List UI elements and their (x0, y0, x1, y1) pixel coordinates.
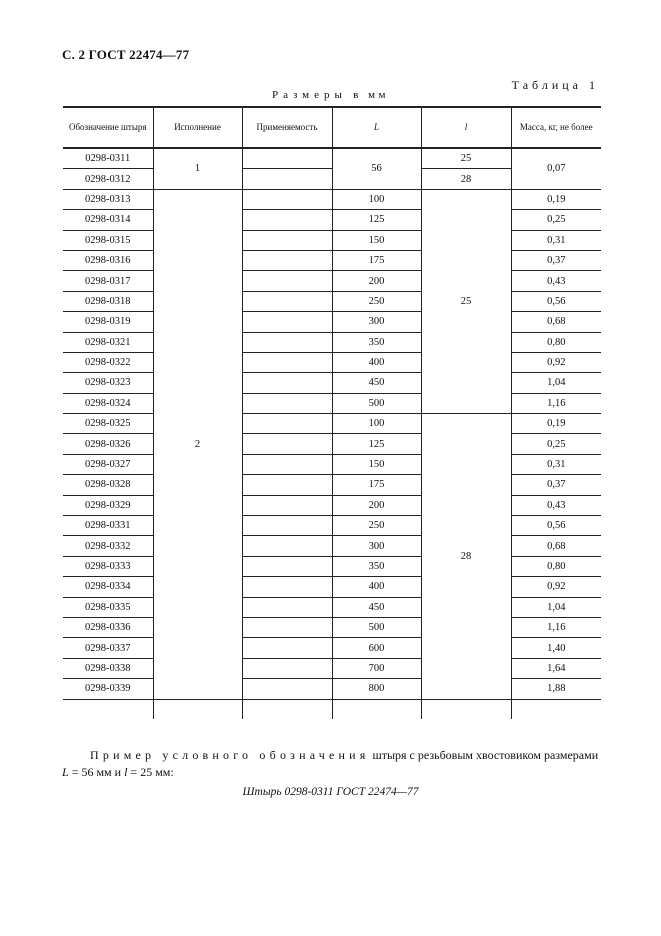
cell-L: 350 (332, 332, 421, 352)
cell-mass: 0,92 (511, 352, 601, 372)
cell-designation: 0298-0339 (63, 679, 153, 699)
cell-designation: 0298-0338 (63, 658, 153, 678)
table-row (63, 148, 601, 169)
cell-L: 200 (332, 495, 421, 515)
cell-applicability (242, 210, 332, 230)
cell-applicability (242, 679, 332, 699)
cell-mass: 0,92 (511, 577, 601, 597)
cell-L: 450 (332, 597, 421, 617)
cell-mass: 0,19 (511, 189, 601, 209)
cell-designation: 0298-0312 (63, 169, 153, 189)
cell-empty (242, 699, 332, 719)
cell-applicability (242, 638, 332, 658)
cell-L: 125 (332, 434, 421, 454)
cell-applicability (242, 617, 332, 637)
cell-mass: 0,43 (511, 271, 601, 291)
cell-l: 28 (421, 169, 511, 189)
cell-applicability (242, 658, 332, 678)
cell-designation: 0298-0318 (63, 291, 153, 311)
cell-L: 800 (332, 679, 421, 699)
cell-designation: 0298-0311 (63, 148, 153, 169)
cell-designation: 0298-0335 (63, 597, 153, 617)
cell-mass: 0,31 (511, 454, 601, 474)
units-suffix: в мм (353, 89, 390, 101)
cell-designation: 0298-0325 (63, 414, 153, 434)
cell-mass: 1,88 (511, 679, 601, 699)
cell-designation: 0298-0332 (63, 536, 153, 556)
cell-designation: 0298-0327 (63, 454, 153, 474)
cell-L: 450 (332, 373, 421, 393)
cell-L: 300 (332, 536, 421, 556)
cell-L: 150 (332, 230, 421, 250)
table-header-row (63, 107, 601, 148)
cell-mass: 0,43 (511, 495, 601, 515)
cell-designation: 0298-0333 (63, 556, 153, 576)
cell-designation: 0298-0337 (63, 638, 153, 658)
units-caption (0, 89, 661, 101)
example-text-2: = 56 мм и (68, 765, 125, 779)
table-row (63, 250, 601, 270)
table-row (63, 393, 601, 413)
cell-designation: 0298-0334 (63, 577, 153, 597)
cell-L: 250 (332, 291, 421, 311)
col-L-header: L (332, 107, 421, 148)
example-text-3: = 25 мм: (127, 765, 174, 779)
cell-mass: 0,68 (511, 312, 601, 332)
col-execution-header: Исполнение (153, 107, 242, 148)
cell-empty (332, 699, 421, 719)
cell-designation: 0298-0322 (63, 352, 153, 372)
cell-L: 350 (332, 556, 421, 576)
cell-applicability (242, 312, 332, 332)
table-row (63, 414, 601, 434)
table-row (63, 536, 601, 556)
table-empty-row (63, 699, 601, 719)
cell-applicability (242, 230, 332, 250)
cell-mass: 0,31 (511, 230, 601, 250)
cell-L: 400 (332, 577, 421, 597)
cell-mass: 1,04 (511, 373, 601, 393)
dimensions-table (63, 106, 601, 719)
page-header: С. 2 ГОСТ 22474—77 (62, 47, 190, 62)
table-row (63, 679, 601, 699)
example-text-1: штыря с резьбовым хвостовиком размерами (369, 748, 599, 762)
example-designation: Штырь 0298-0311 ГОСТ 22474—77 (242, 786, 419, 798)
cell-L: 500 (332, 393, 421, 413)
cell-mass: 0,68 (511, 536, 601, 556)
table-row (63, 332, 601, 352)
table-row (63, 495, 601, 515)
cell-L: 500 (332, 617, 421, 637)
cell-L: 700 (332, 658, 421, 678)
cell-execution: 1 (153, 148, 242, 189)
cell-L: 125 (332, 210, 421, 230)
cell-applicability (242, 373, 332, 393)
cell-applicability (242, 189, 332, 209)
cell-applicability (242, 250, 332, 270)
cell-designation: 0298-0324 (63, 393, 153, 413)
cell-mass: 1,16 (511, 617, 601, 637)
cell-mass: 0,37 (511, 475, 601, 495)
cell-applicability (242, 454, 332, 474)
cell-applicability (242, 352, 332, 372)
example-L-symbol: L (62, 765, 69, 779)
cell-L: 300 (332, 312, 421, 332)
cell-L: 56 (332, 148, 421, 189)
table-row (63, 556, 601, 576)
cell-applicability (242, 169, 332, 189)
cell-L: 600 (332, 638, 421, 658)
cell-mass: 0,56 (511, 291, 601, 311)
table-row (63, 434, 601, 454)
cell-designation: 0298-0317 (63, 271, 153, 291)
table-row (63, 312, 601, 332)
cell-mass: 0,80 (511, 332, 601, 352)
units-prefix: Размеры (271, 89, 347, 101)
table-row (63, 189, 601, 209)
cell-designation: 0298-0326 (63, 434, 153, 454)
cell-applicability (242, 556, 332, 576)
cell-mass: 0,56 (511, 516, 601, 536)
cell-mass: 1,64 (511, 658, 601, 678)
cell-L: 100 (332, 414, 421, 434)
cell-applicability (242, 291, 332, 311)
table-row (63, 597, 601, 617)
cell-applicability (242, 332, 332, 352)
cell-applicability (242, 475, 332, 495)
cell-L: 175 (332, 475, 421, 495)
cell-designation: 0298-0313 (63, 189, 153, 209)
table-row (63, 230, 601, 250)
cell-designation: 0298-0316 (63, 250, 153, 270)
table-row (63, 638, 601, 658)
cell-applicability (242, 393, 332, 413)
cell-L: 175 (332, 250, 421, 270)
example-paragraph (62, 747, 602, 781)
cell-L: 100 (332, 189, 421, 209)
cell-designation: 0298-0329 (63, 495, 153, 515)
cell-empty (153, 699, 242, 719)
table-row (63, 475, 601, 495)
cell-mass: 0,07 (511, 148, 601, 189)
cell-mass: 1,04 (511, 597, 601, 617)
cell-applicability (242, 597, 332, 617)
cell-applicability (242, 577, 332, 597)
cell-mass: 0,19 (511, 414, 601, 434)
table-row (63, 516, 601, 536)
cell-execution: 2 (153, 189, 242, 699)
cell-L: 250 (332, 516, 421, 536)
cell-empty (421, 699, 511, 719)
cell-L: 200 (332, 271, 421, 291)
cell-designation: 0298-0321 (63, 332, 153, 352)
cell-l: 25 (421, 148, 511, 169)
col-designation-header: Обозначение штыря (63, 107, 153, 148)
cell-l: 25 (421, 189, 511, 413)
cell-mass: 0,37 (511, 250, 601, 270)
table-row (63, 658, 601, 678)
cell-designation: 0298-0323 (63, 373, 153, 393)
cell-empty (63, 699, 153, 719)
table-row (63, 352, 601, 372)
cell-designation: 0298-0314 (63, 210, 153, 230)
col-applicability-header: Применяемость (242, 107, 332, 148)
cell-L: 400 (332, 352, 421, 372)
table-number: Таблица 1 (511, 78, 599, 92)
cell-designation: 0298-0328 (63, 475, 153, 495)
cell-applicability (242, 414, 332, 434)
cell-mass: 1,40 (511, 638, 601, 658)
cell-applicability (242, 516, 332, 536)
cell-empty (511, 699, 601, 719)
table-row (63, 373, 601, 393)
col-l-header: l (421, 107, 511, 148)
cell-designation: 0298-0315 (63, 230, 153, 250)
cell-applicability (242, 148, 332, 169)
table-row (63, 454, 601, 474)
cell-applicability (242, 434, 332, 454)
cell-applicability (242, 495, 332, 515)
cell-designation: 0298-0319 (63, 312, 153, 332)
cell-mass: 0,25 (511, 434, 601, 454)
example-title: Пример условного обозначения (90, 748, 370, 762)
table-row (63, 291, 601, 311)
cell-L: 150 (332, 454, 421, 474)
example-l-symbol: l (124, 765, 128, 779)
cell-mass: 0,80 (511, 556, 601, 576)
cell-designation: 0298-0331 (63, 516, 153, 536)
cell-applicability (242, 536, 332, 556)
cell-mass: 0,25 (511, 210, 601, 230)
table-row (63, 617, 601, 637)
table-row (63, 577, 601, 597)
table-row (63, 210, 601, 230)
col-mass-header: Масса, кг, не более (511, 107, 601, 148)
table-row (63, 271, 601, 291)
cell-designation: 0298-0336 (63, 617, 153, 637)
cell-mass: 1,16 (511, 393, 601, 413)
cell-l: 28 (421, 414, 511, 699)
cell-applicability (242, 271, 332, 291)
